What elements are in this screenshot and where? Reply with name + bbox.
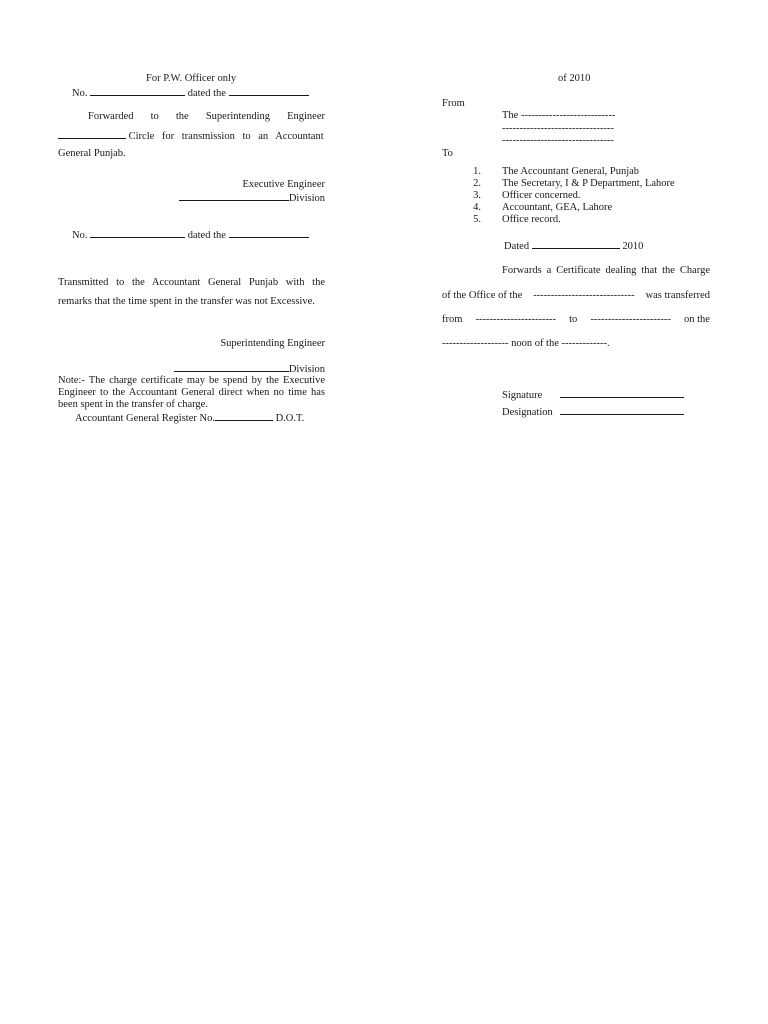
number-blank-2 [90, 228, 185, 238]
division-label-1: Division [288, 193, 325, 204]
designation-line [502, 405, 684, 419]
to-label: To [442, 148, 453, 159]
recipient-text: The Accountant General, Punjab [502, 166, 640, 177]
recipient-number: 2. [473, 178, 481, 189]
dated-label: Dated [504, 241, 530, 252]
recipient-number: 3. [473, 190, 481, 201]
register-label: Accountant General Register No. [75, 413, 215, 424]
on-the: on the [684, 314, 710, 325]
no-label: No. [72, 88, 88, 99]
sender-line-1: The --------------------------- [502, 110, 616, 121]
noon-dashes: ------------------- [442, 338, 509, 349]
note-line-2: Engineer to the Accountant General direct when no time has [58, 387, 325, 398]
forwarded-line-1: Forwarded to the Superintending Engineer [88, 111, 325, 122]
noon-end: -------------. [561, 338, 610, 349]
from-dashes: ----------------------- [475, 314, 556, 325]
recipient-number: 4. [473, 202, 481, 213]
dated-line [504, 239, 643, 253]
from-to-line [442, 314, 710, 326]
recipient-text: The Secretary, I & P Department, Lahore [502, 178, 675, 189]
dated-blank [532, 239, 620, 249]
forwards-line-1: Forwards a Certificate dealing that the Charge [502, 265, 710, 276]
circle-blank [58, 129, 126, 139]
no-label-2: No. [72, 230, 88, 241]
forwarded-line-2: Circle for transmission to an Accountant [128, 131, 324, 142]
division-blank-1 [179, 191, 289, 201]
executive-engineer-label: Executive Engineer [242, 179, 325, 190]
recipient-text: Office record. [502, 214, 561, 225]
division-line-1 [58, 191, 325, 205]
date-blank-2 [229, 228, 309, 238]
office-of-the: of the Office of the [442, 290, 523, 301]
year-line: of 2010 [558, 73, 591, 84]
sender-line-3: -------------------------------- [502, 135, 614, 146]
forwarded-line-3: General Punjab. [58, 148, 126, 159]
dated-label: dated the [187, 88, 226, 99]
note-line-1: Note:- The charge certificate may be spend by the Executive [58, 375, 325, 386]
dated-year: 2010 [622, 241, 644, 252]
memo-number-line [72, 86, 309, 100]
division-label-2: Division [288, 364, 325, 375]
signature-line [502, 388, 684, 402]
noon-line [442, 338, 610, 350]
dated-label-2: dated the [187, 230, 226, 241]
from-label-2: from [442, 314, 463, 325]
recipient-number: 1. [473, 166, 481, 177]
designation-blank [560, 405, 684, 415]
dot-label: D.O.T. [275, 413, 305, 424]
signature-blank [560, 388, 684, 398]
transmitted-line-1: Transmitted to the Accountant General Punjab with the [58, 277, 325, 288]
was-transferred: was transferred [645, 290, 710, 301]
division-blank-2 [174, 362, 289, 372]
recipient-text: Accountant, GEA, Lahore [502, 202, 613, 213]
date-blank [229, 86, 309, 96]
signature-label: Signature [502, 390, 543, 401]
memo-header: For P.W. Officer only [146, 73, 237, 84]
designation-label: Designation [502, 407, 553, 418]
superintending-engineer-label: Superintending Engineer [220, 338, 325, 349]
from-label: From [442, 98, 465, 109]
transmitted-line-2: remarks that the time spent in the transfer was not Excessive. [58, 296, 315, 307]
noon-of-the: noon of the [511, 338, 559, 349]
number-blank [90, 86, 185, 96]
note-line-3: been spent in the transfer of charge. [58, 399, 208, 410]
office-line [442, 290, 710, 302]
memo-number-line-2 [72, 228, 309, 242]
division-line-2 [58, 362, 325, 376]
register-line [75, 411, 304, 425]
recipient-text: Officer concerned. [502, 190, 581, 201]
to-label-2: to [569, 314, 578, 325]
register-blank [215, 411, 273, 421]
sender-line-2: -------------------------------- [502, 123, 614, 134]
to-dashes: ----------------------- [590, 314, 671, 325]
office-dashes: ----------------------------- [533, 290, 635, 301]
forwarded-line-2-row [58, 129, 325, 143]
recipient-number: 5. [473, 214, 481, 225]
